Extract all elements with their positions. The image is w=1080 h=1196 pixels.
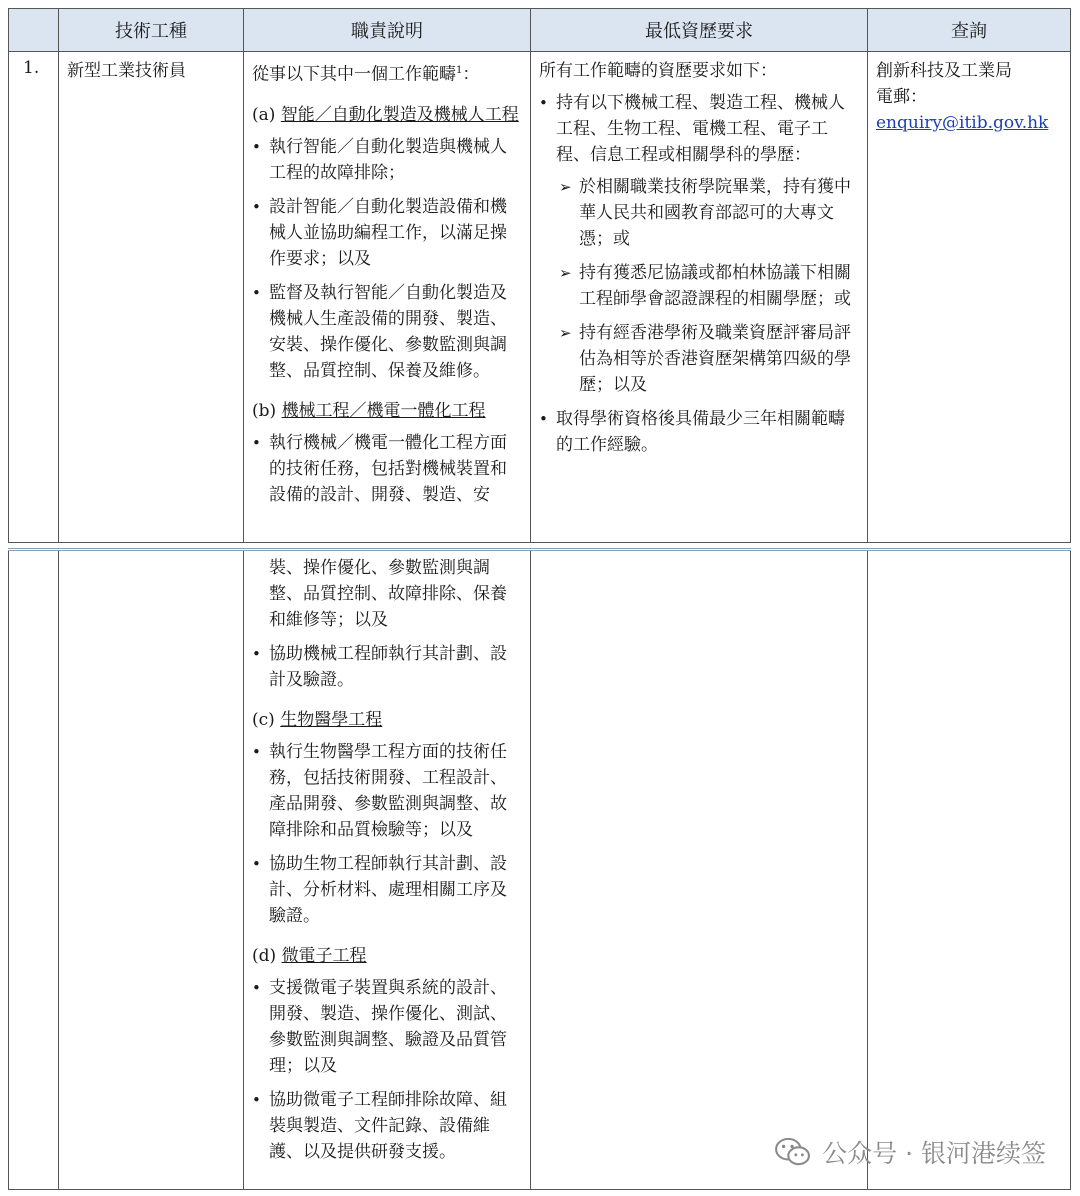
duty-bullet: • 執行機械／機電一體化工程方面的技術任務，包括對機械裝置和設備的設計、開發、製造、安 xyxy=(252,430,522,508)
duty-bullet: • 設計智能／自動化製造設備和機械人並協助編程工作，以滿足操作要求；以及 xyxy=(252,194,522,272)
duty-bullet-list xyxy=(252,975,522,1165)
header-requirements: 最低資歷要求 xyxy=(531,9,868,52)
jobs-table-page1 xyxy=(8,8,1071,543)
row-number: 1. xyxy=(23,58,40,78)
duty-bullet: • 執行智能／自動化製造與機械人工程的故障排除； xyxy=(252,134,522,186)
duties-intro: 從事以下其中一個工作範疇$^1$： xyxy=(252,64,480,85)
jobs-table-page2 xyxy=(8,548,1071,1190)
duty-bullet-list xyxy=(252,739,522,929)
duty-section-prefix: (c) xyxy=(252,710,281,730)
table-row xyxy=(9,52,1071,543)
job-cell-empty xyxy=(59,550,244,1190)
duty-bullet: • 支援微電子裝置與系統的設計、開發、製造、操作優化、測試、參數監測與調整、驗證及品質管理；以及 xyxy=(252,975,522,1079)
row-number-cell-empty xyxy=(9,550,59,1190)
table-header-row xyxy=(9,9,1071,52)
header-job-type: 技術工種 xyxy=(59,9,244,52)
job-cell xyxy=(59,52,244,543)
duty-section xyxy=(252,943,522,1165)
header-duties: 職責說明 xyxy=(244,9,531,52)
duty-section-heading xyxy=(252,398,522,424)
duty-bullet-list xyxy=(252,430,522,508)
enquiry-cell xyxy=(868,52,1071,543)
watermark-text: 公众号 · 银河港续签 xyxy=(822,1139,1046,1168)
header-enquiry: 查詢 xyxy=(868,9,1071,52)
row-number-cell xyxy=(9,52,59,543)
duty-section-prefix: (a) xyxy=(252,104,281,125)
duty-bullet: • 協助微電子工程師排除故障、組裝與製造、文件記錄、設備維護、以及提供研發支援。 xyxy=(252,1087,522,1165)
duty-bullet: • 執行生物醫學工程方面的技術任務，包括技術開發、工程設計、產品開發、參數監測與調整、故障排除和品質檢驗等；以及 xyxy=(252,739,522,843)
watermark xyxy=(774,1134,1046,1170)
duty-bullet: • 監督及執行智能／自動化製造及機械人生產設備的開發、製造、安裝、操作優化、參數監測與調整、品質控制、保養及維修。 xyxy=(252,280,522,384)
duty-section xyxy=(252,102,522,384)
duty-section xyxy=(252,707,522,929)
footnote-marker: 1 xyxy=(456,65,463,76)
requirement-sub-item: ➢ 於相關職業技術學院畢業，持有獲中華人民共和國教育部認可的大專文憑；或 xyxy=(559,174,859,252)
requirements-intro: 所有工作範疇的資歷要求如下： xyxy=(539,61,777,81)
header-number xyxy=(9,9,59,52)
requirements-list xyxy=(539,90,859,458)
duty-section-heading xyxy=(252,707,522,733)
duties-cell-continued xyxy=(244,550,531,1190)
enquiry-email-label: 電郵： xyxy=(876,87,927,107)
duty-section-title: 智能／自動化製造及機械人工程 xyxy=(280,104,519,125)
table-row-continued xyxy=(9,550,1071,1190)
duty-section-title: 機械工程／機電一體化工程 xyxy=(281,400,486,421)
requirements-cell xyxy=(531,52,868,543)
duty-bullet: 裝、操作優化、參數監測與調整、品質控制、故障排除、保養和維修等；以及 xyxy=(269,558,507,630)
duties-cell xyxy=(244,52,531,543)
requirement-sub-item: ➢ 持有獲悉尼協議或都柏林協議下相關工程師學會認證課程的相關學歷；或 xyxy=(559,260,859,312)
duty-section-title: 微電子工程 xyxy=(281,946,367,966)
section-b-bullets-continued xyxy=(252,555,522,693)
enquiry-cell-empty xyxy=(868,550,1071,1190)
duty-section-title: 生物醫學工程 xyxy=(280,710,383,730)
requirement-item xyxy=(539,406,859,458)
enquiry-email-link[interactable]: enquiry@itib.gov.hk xyxy=(876,113,1049,133)
duty-bullet: • 協助生物工程師執行其計劃、設計、分析材料、處理相關工序及驗證。 xyxy=(252,851,522,929)
duty-section-heading xyxy=(252,943,522,969)
duty-bullet-list xyxy=(252,134,522,384)
requirement-item xyxy=(539,90,859,398)
duty-section-prefix: (b) xyxy=(252,400,282,421)
requirement-sub-item: ➢ 持有經香港學術及職業資歷評審局評估為相等於香港資歷架構第四級的學歷；以及 xyxy=(559,320,859,398)
duty-section xyxy=(252,398,522,508)
enquiry-dept: 創新科技及工業局 xyxy=(876,61,1012,81)
job-title: 新型工業技術員 xyxy=(67,61,186,81)
requirements-cell-empty xyxy=(531,550,868,1190)
wechat-logo-icon xyxy=(774,1137,812,1167)
duty-section-prefix: (d) xyxy=(252,946,282,966)
requirement-sub-list xyxy=(539,174,859,398)
duty-bullet: • 協助機械工程師執行其計劃、設計及驗證。 xyxy=(252,641,522,693)
duty-section-heading xyxy=(252,102,522,128)
requirement-text: 取得學術資格後具備最少三年相關範疇的工作經驗。 xyxy=(556,409,845,455)
requirement-text: 持有以下機械工程、製造工程、機械人工程、生物工程、電機工程、電子工程、信息工程或相關學科的學歷： xyxy=(556,93,845,165)
